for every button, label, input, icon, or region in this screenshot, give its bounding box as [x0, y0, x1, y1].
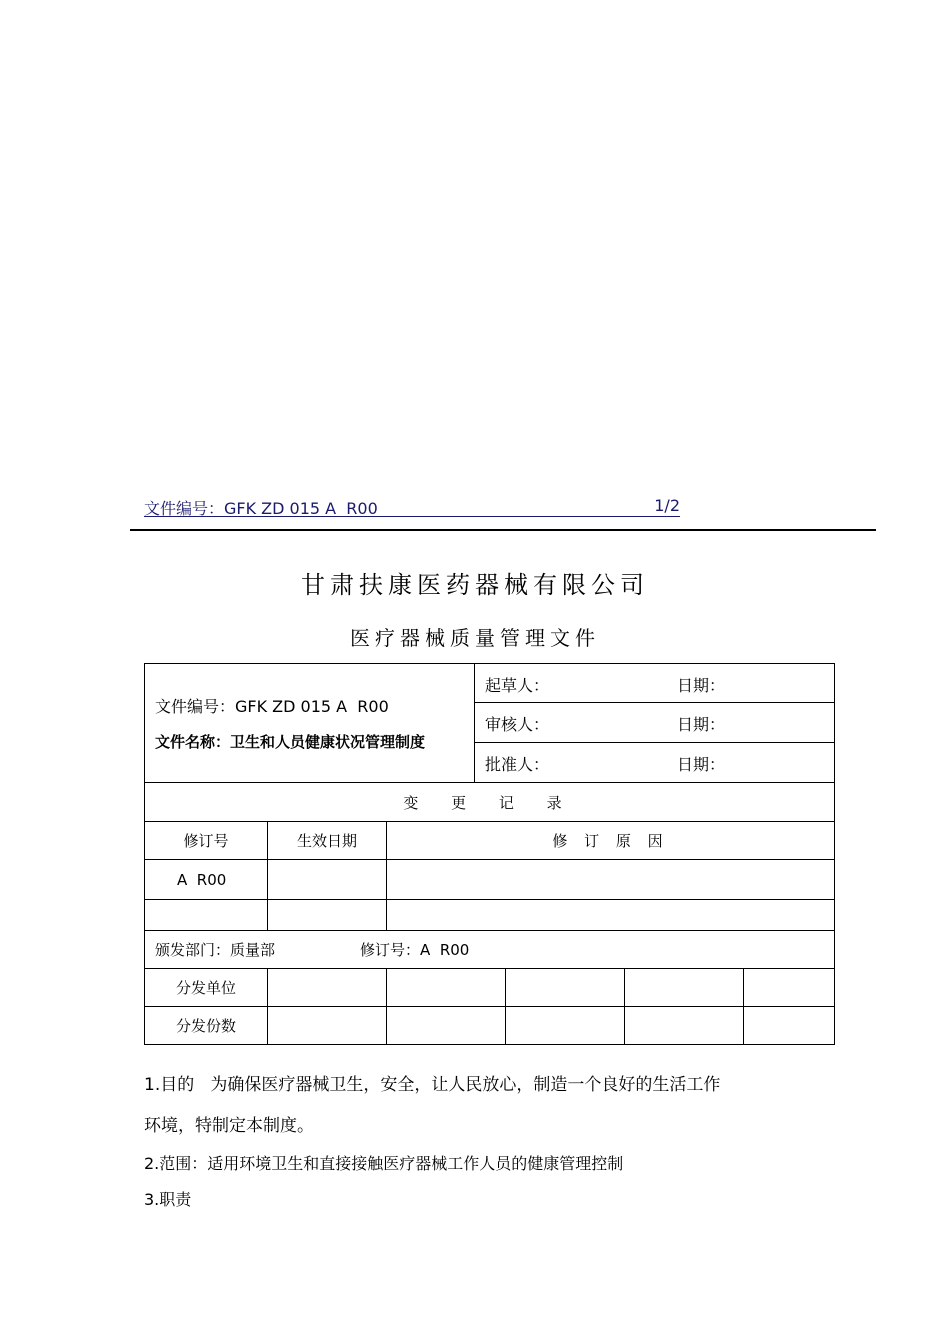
drafter-date-label: 日期：: [677, 676, 726, 695]
reviewer-date-label: 日期：: [677, 715, 726, 734]
header-rule: [130, 529, 876, 531]
approver-label: 批准人：: [485, 755, 550, 774]
distribution-unit-label: 分发单位: [145, 969, 268, 1007]
company-name: 甘肃扶康医药器械有限公司: [301, 571, 649, 599]
col-header-effective-date: 生效日期: [268, 822, 387, 860]
reviewer-cell: [475, 703, 835, 743]
distribution-copies-cell: [506, 1007, 625, 1045]
running-header: [144, 496, 680, 517]
form-doc-name: 文件名称：卫生和人员健康状况管理制度: [155, 733, 426, 751]
revision-number: 修订号：A R00: [360, 941, 470, 959]
distribution-copies-cell: [268, 1007, 387, 1045]
table-row-revision: A R00: [145, 860, 268, 900]
header-page-number: 1/2: [654, 496, 680, 515]
document-info-cell: [145, 664, 475, 783]
drafter-label: 起草人：: [485, 676, 550, 695]
section-purpose-line1: 1.目的 为确保医疗器械卫生，安全，让人民放心，制造一个良好的生活工作: [144, 1075, 721, 1095]
distribution-unit-cell: [387, 969, 506, 1007]
col-header-revision: 修订号: [145, 822, 268, 860]
distribution-unit-cell: [625, 969, 744, 1007]
table-row-effective-date: [268, 900, 387, 931]
distribution-copies-cell: [744, 1007, 835, 1045]
form-doc-number: 文件编号：GFK ZD 015 A R00: [155, 697, 389, 716]
issuing-info-row: [145, 931, 835, 969]
document-subtitle: 医疗器械质量管理文件: [350, 626, 600, 650]
section-responsibilities: 3.职责: [144, 1190, 192, 1209]
distribution-copies-label: 分发份数: [145, 1007, 268, 1045]
table-row-reason: [387, 900, 835, 931]
section-scope: 2.范围：适用环境卫生和直接接触医疗器械工作人员的健康管理控制: [144, 1154, 624, 1173]
issuing-dept: 颁发部门：质量部: [155, 941, 276, 959]
document-control-table: [144, 663, 835, 1045]
change-record-title: 变 更 记 录: [145, 783, 835, 822]
table-row-reason: [387, 860, 835, 900]
distribution-unit-cell: [744, 969, 835, 1007]
table-row-revision: [145, 900, 268, 931]
distribution-copies-cell: [625, 1007, 744, 1045]
distribution-copies-cell: [387, 1007, 506, 1045]
section-purpose-line2: 环境，特制定本制度。: [144, 1116, 314, 1136]
drafter-cell: [475, 664, 835, 703]
approver-cell: [475, 743, 835, 783]
approver-date-label: 日期：: [677, 755, 726, 774]
distribution-unit-cell: [506, 969, 625, 1007]
reviewer-label: 审核人：: [485, 715, 550, 734]
header-doc-number: 文件编号：GFK ZD 015 A R00: [144, 499, 378, 518]
distribution-unit-cell: [268, 969, 387, 1007]
table-row-effective-date: [268, 860, 387, 900]
col-header-reason: 修 订 原 因: [387, 822, 835, 860]
